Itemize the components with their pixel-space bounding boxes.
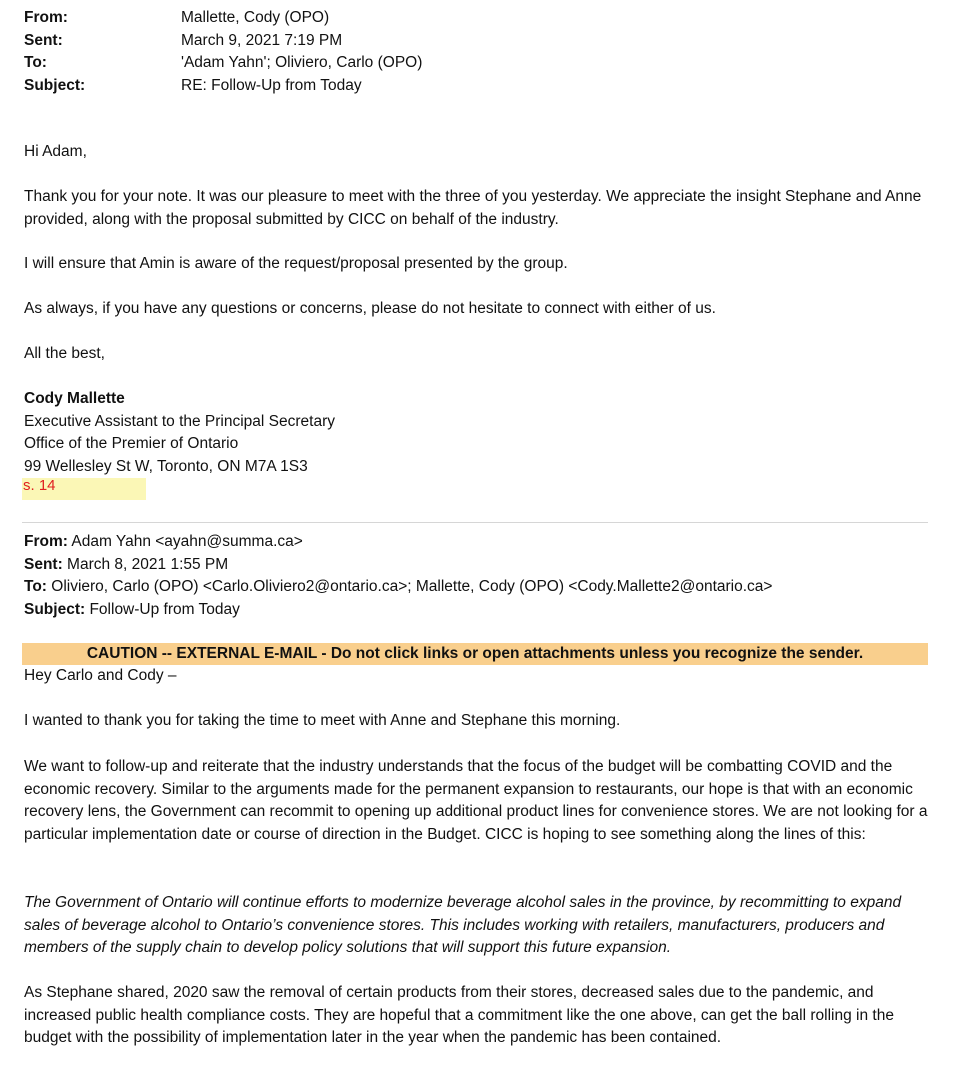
reply-paragraph-2: I will ensure that Amin is aware of the request/proposal presented by the group. bbox=[24, 255, 568, 272]
signature-title: Executive Assistant to the Principal Secretary bbox=[24, 412, 336, 430]
original-paragraph-2: We want to follow-up and reiterate that the industry understands that the focus of the budget will be combatting COVID and the economic recovery. Similar to the arguments made for the permanent expansion to restaurants, our hope is that with an economic recovery lens, the Government can recommit to opening up additional product lines for convenience stores. We are not looking for a particular implementation date or course of direction in the Budget. CICC is hoping to see something along the lines of this: bbox=[24, 758, 928, 843]
forwarded-to-row bbox=[24, 576, 772, 599]
original-paragraph-1: I wanted to thank you for taking the time to meet with Anne and Stephane this morning. bbox=[24, 712, 621, 729]
forwarded-from-label: From: bbox=[24, 533, 68, 550]
forwarded-from-row bbox=[24, 531, 772, 554]
signature-address: 99 Wellesley St W, Toronto, ON M7A 1S3 bbox=[24, 457, 308, 475]
header-to-label: To: bbox=[24, 54, 47, 71]
message-divider bbox=[22, 522, 928, 523]
reply-greeting: Hi Adam, bbox=[24, 143, 87, 160]
header-sent-value: March 9, 2021 7:19 PM bbox=[181, 31, 343, 49]
header-to-row bbox=[24, 52, 422, 75]
reply-paragraph-3: As always, if you have any questions or concerns, please do not hesitate to connect with either of us. bbox=[24, 300, 716, 317]
header-from-label: From: bbox=[24, 9, 68, 26]
header-subject-label: Subject: bbox=[24, 76, 86, 94]
email-header bbox=[24, 7, 422, 97]
header-sent-label: Sent: bbox=[24, 31, 63, 49]
forwarded-subject-label: Subject: bbox=[24, 600, 86, 618]
reply-paragraph-1: Thank you for your note. It was our pleasure to meet with the three of you yesterday. We appreciate the insight Stephane and Anne provided, along with the proposal submitted by CICC on behalf of the industry. bbox=[24, 188, 922, 228]
original-greeting: Hey Carlo and Cody – bbox=[24, 667, 177, 684]
header-from-row bbox=[24, 7, 422, 30]
header-sent-row bbox=[24, 30, 422, 53]
signature-name: Cody Mallette bbox=[24, 390, 125, 407]
forwarded-to-label: To: bbox=[24, 578, 47, 595]
header-from-value: Mallette, Cody (OPO) bbox=[181, 9, 330, 26]
forwarded-subject-row bbox=[24, 599, 772, 622]
forwarded-header bbox=[24, 531, 772, 621]
forwarded-subject-value: Follow-Up from Today bbox=[85, 600, 240, 618]
forwarded-sent-value: March 8, 2021 1:55 PM bbox=[62, 555, 229, 573]
reply-closing: All the best, bbox=[24, 345, 105, 362]
header-to-value: 'Adam Yahn'; Oliviero, Carlo (OPO) bbox=[181, 54, 423, 71]
forwarded-sent-row bbox=[24, 554, 772, 577]
forwarded-to-value: Oliviero, Carlo (OPO) <Carlo.Oliviero2@ontario.ca>; Mallette, Cody (OPO) <Cody.Mallette2@ontario.ca> bbox=[46, 578, 773, 595]
original-paragraph-3: As Stephane shared, 2020 saw the removal of certain products from their stores, decreased sales due to the pandemic, and increased public health compliance costs. They are hopeful that a commitment like the one above, can get the ball rolling in the budget with the possibility of implementation later in the year when the pandemic has been contained. bbox=[24, 984, 894, 1046]
forwarded-from-value: Adam Yahn <ayahn@summa.ca> bbox=[67, 533, 303, 550]
signature-office: Office of the Premier of Ontario bbox=[24, 435, 239, 452]
original-quote: The Government of Ontario will continue efforts to modernize beverage alcohol sales in the province, by recommitting to expand sales of beverage alcohol to Ontario’s convenience stores. This includes working with retailers, manufacturers, producers and members of the supply chain to develop policy solutions that will support this future expansion. bbox=[24, 894, 902, 956]
forwarded-sent-label: Sent: bbox=[24, 555, 63, 573]
header-subject-value: RE: Follow-Up from Today bbox=[181, 76, 362, 94]
external-email-caution-banner: CAUTION -- EXTERNAL E-MAIL - Do not click links or open attachments unless you recognize the sender. bbox=[22, 643, 928, 665]
header-subject-row bbox=[24, 75, 422, 98]
signature-block bbox=[24, 388, 930, 478]
redaction-label: s. 14 bbox=[22, 478, 146, 500]
